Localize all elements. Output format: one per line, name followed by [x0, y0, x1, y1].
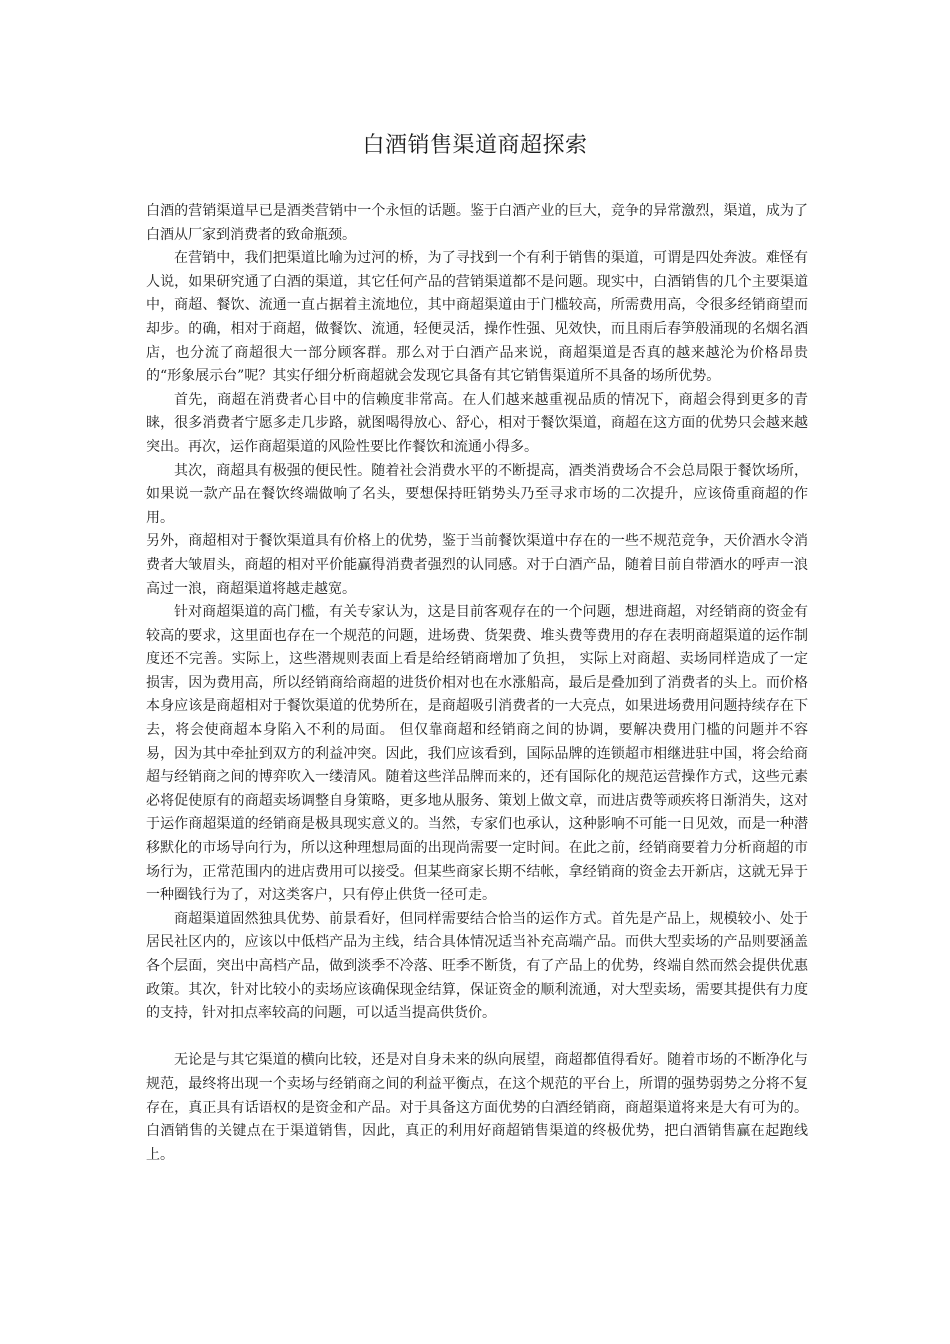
paragraph-3: 首先，商超在消费者心目中的信赖度非常高。在人们越来越重视品质的情况下，商超会得到更多的青睐，很多消费者宁愿多走几步路，就图喝得放心、舒心，相对于餐饮渠道，商超在这方面的优势只会越来越突出。再次，运作商超渠道的风险性要比作餐饮和流通小得多。 — [146, 391, 808, 455]
paragraph-conclusion: 无论是与其它渠道的横向比较，还是对自身未来的纵向展望，商超都值得看好。随着市场的不断净化与规范，最终将出现一个卖场与经销商之间的利益平衡点，在这个规范的平台上，所谓的强势弱势之分将不复存在，真正具有话语权的是资金和产品。对于具备这方面优势的白酒经销商，商超渠道将来是大有可为的。 白酒销售的关键点在于渠道销售，因此，真正的利用好商超销售渠道的终极优势，把白酒销售赢在起跑线上。 — [146, 1052, 808, 1163]
paragraph-4: 其次，商超具有极强的便民性。随着社会消费水平的不断提高，酒类消费场合不会总局限于餐饮场所，如果说一款产品在餐饮终端做响了名头，要想保持旺销势头乃至寻求市场的二次提升，应该倚重商超的作用。 — [146, 462, 808, 526]
paragraph-7: 商超渠道固然独具优势、前景看好，但同样需要结合恰当的运作方式。首先是产品上，规模较小、处于居民社区内的，应该以中低档产品为主线，结合具体情况适当补充高端产品。而供大型卖场的产品则要涵盖各个层面，突出中高档产品，做到淡季不冷落、旺季不断货，有了产品上的优势，终端自然而然会提供优惠政策。其次，针对比较小的卖场应该确保现金结算，保证资金的顺利流通，对大型卖场，需要其提供有力度的支持，针对扣点率较高的问题，可以适当提高供货价。 — [146, 910, 808, 1022]
document-title: 白酒销售渠道商超探索 — [362, 133, 588, 158]
paragraph-5: 另外，商超相对于餐饮渠道具有价格上的优势，鉴于当前餐饮渠道中存在的一些不规范竞争，天价酒水令消费者大皱眉头，商超的相对平价能赢得消费者强烈的认同感。对于白酒产品，随着目前自带酒水的呼声一浪高过一浪，商超渠道将越走越宽。 — [146, 533, 808, 597]
paragraph-2: 在营销中，我们把渠道比喻为过河的桥，为了寻找到一个有利于销售的渠道，可谓是四处奔波。难怪有人说，如果研究通了白酒的渠道，其它任何产品的营销渠道都不是问题。现实中，白酒销售的几个主要渠道中，商超、餐饮、流通一直占据着主流地位，其中商超渠道由于门槛较高，所需费用高，令很多经销商望而却步。的确，相对于商超，做餐饮、流通，轻便灵活，操作性强、见效快，而且雨后春笋般涌现的名烟名酒店，也分流了商超很大一部分顾客群。那么对于白酒产品来说，商超渠道是否真的越来越沦为价格昂贵的“形象展示台”呢？其实仔细分析商超就会发现它具备有其它销售渠道所不具备的场所优势。 — [146, 250, 808, 385]
paragraph-intro: 白酒的营销渠道早已是酒类营销中一个永恒的话题。鉴于白酒产业的巨大，竞争的异常激烈，渠道，成为了白酒从厂家到消费者的致命瓶颈。 — [146, 203, 808, 243]
paragraph-6: 针对商超渠道的高门槛，有关专家认为，这是目前客观存在的一个问题，想进商超，对经销商的资金有较高的要求，这里面也存在一个规范的问题，进场费、货架费、堆头费等费用的存在表明商超渠道的运作制度还不完善。实际上，这些潜规则表面上看是给经销商增加了负担， 实际上对商超、卖场同样造成了一定损害，因为费用高，所以经销商给商超的进货价相对也在水涨船高，最后是叠加到了消费者的头上。而价格本身应该是商超相对于餐饮渠道的优势所在，是商超吸引消费者的一大亮点，如果进场费用问题持续存在下去，将会使商超本身陷入不利的局面。 但仅靠商超和经销商之间的协调，要解决费用门槛的问题并不容易，因为其中牵扯到双方的利益冲突。因此，我们应该看到，国际品牌的连锁超市相继进驻中国，将会给商超与经销商之间的博弈吹入一缕清风。随着这些洋品牌而来的，还有国际化的规范运营操作方式，这些元素必将促使原有的商超卖场调整自身策略，更多地从服务、策划上做文章，而进店费等顽疾将日渐消失，这对于运作商超渠道的经销商是极具现实意义的。当然，专家们也承认，这种影响不可能一日见效，而是一种潜移默化的市场导向行为，所以这种理想局面的出现尚需要一定时间。在此之前，经销商要着力分析商超的市场行为，正常范围内的进店费用可以接受。但某些商家长期不结帐，拿经销商的资金去开新店，这就无异于一种圈钱行为了，对这类客户，只有停止供货一径可走。 — [146, 604, 808, 904]
document-body — [146, 200, 808, 1167]
